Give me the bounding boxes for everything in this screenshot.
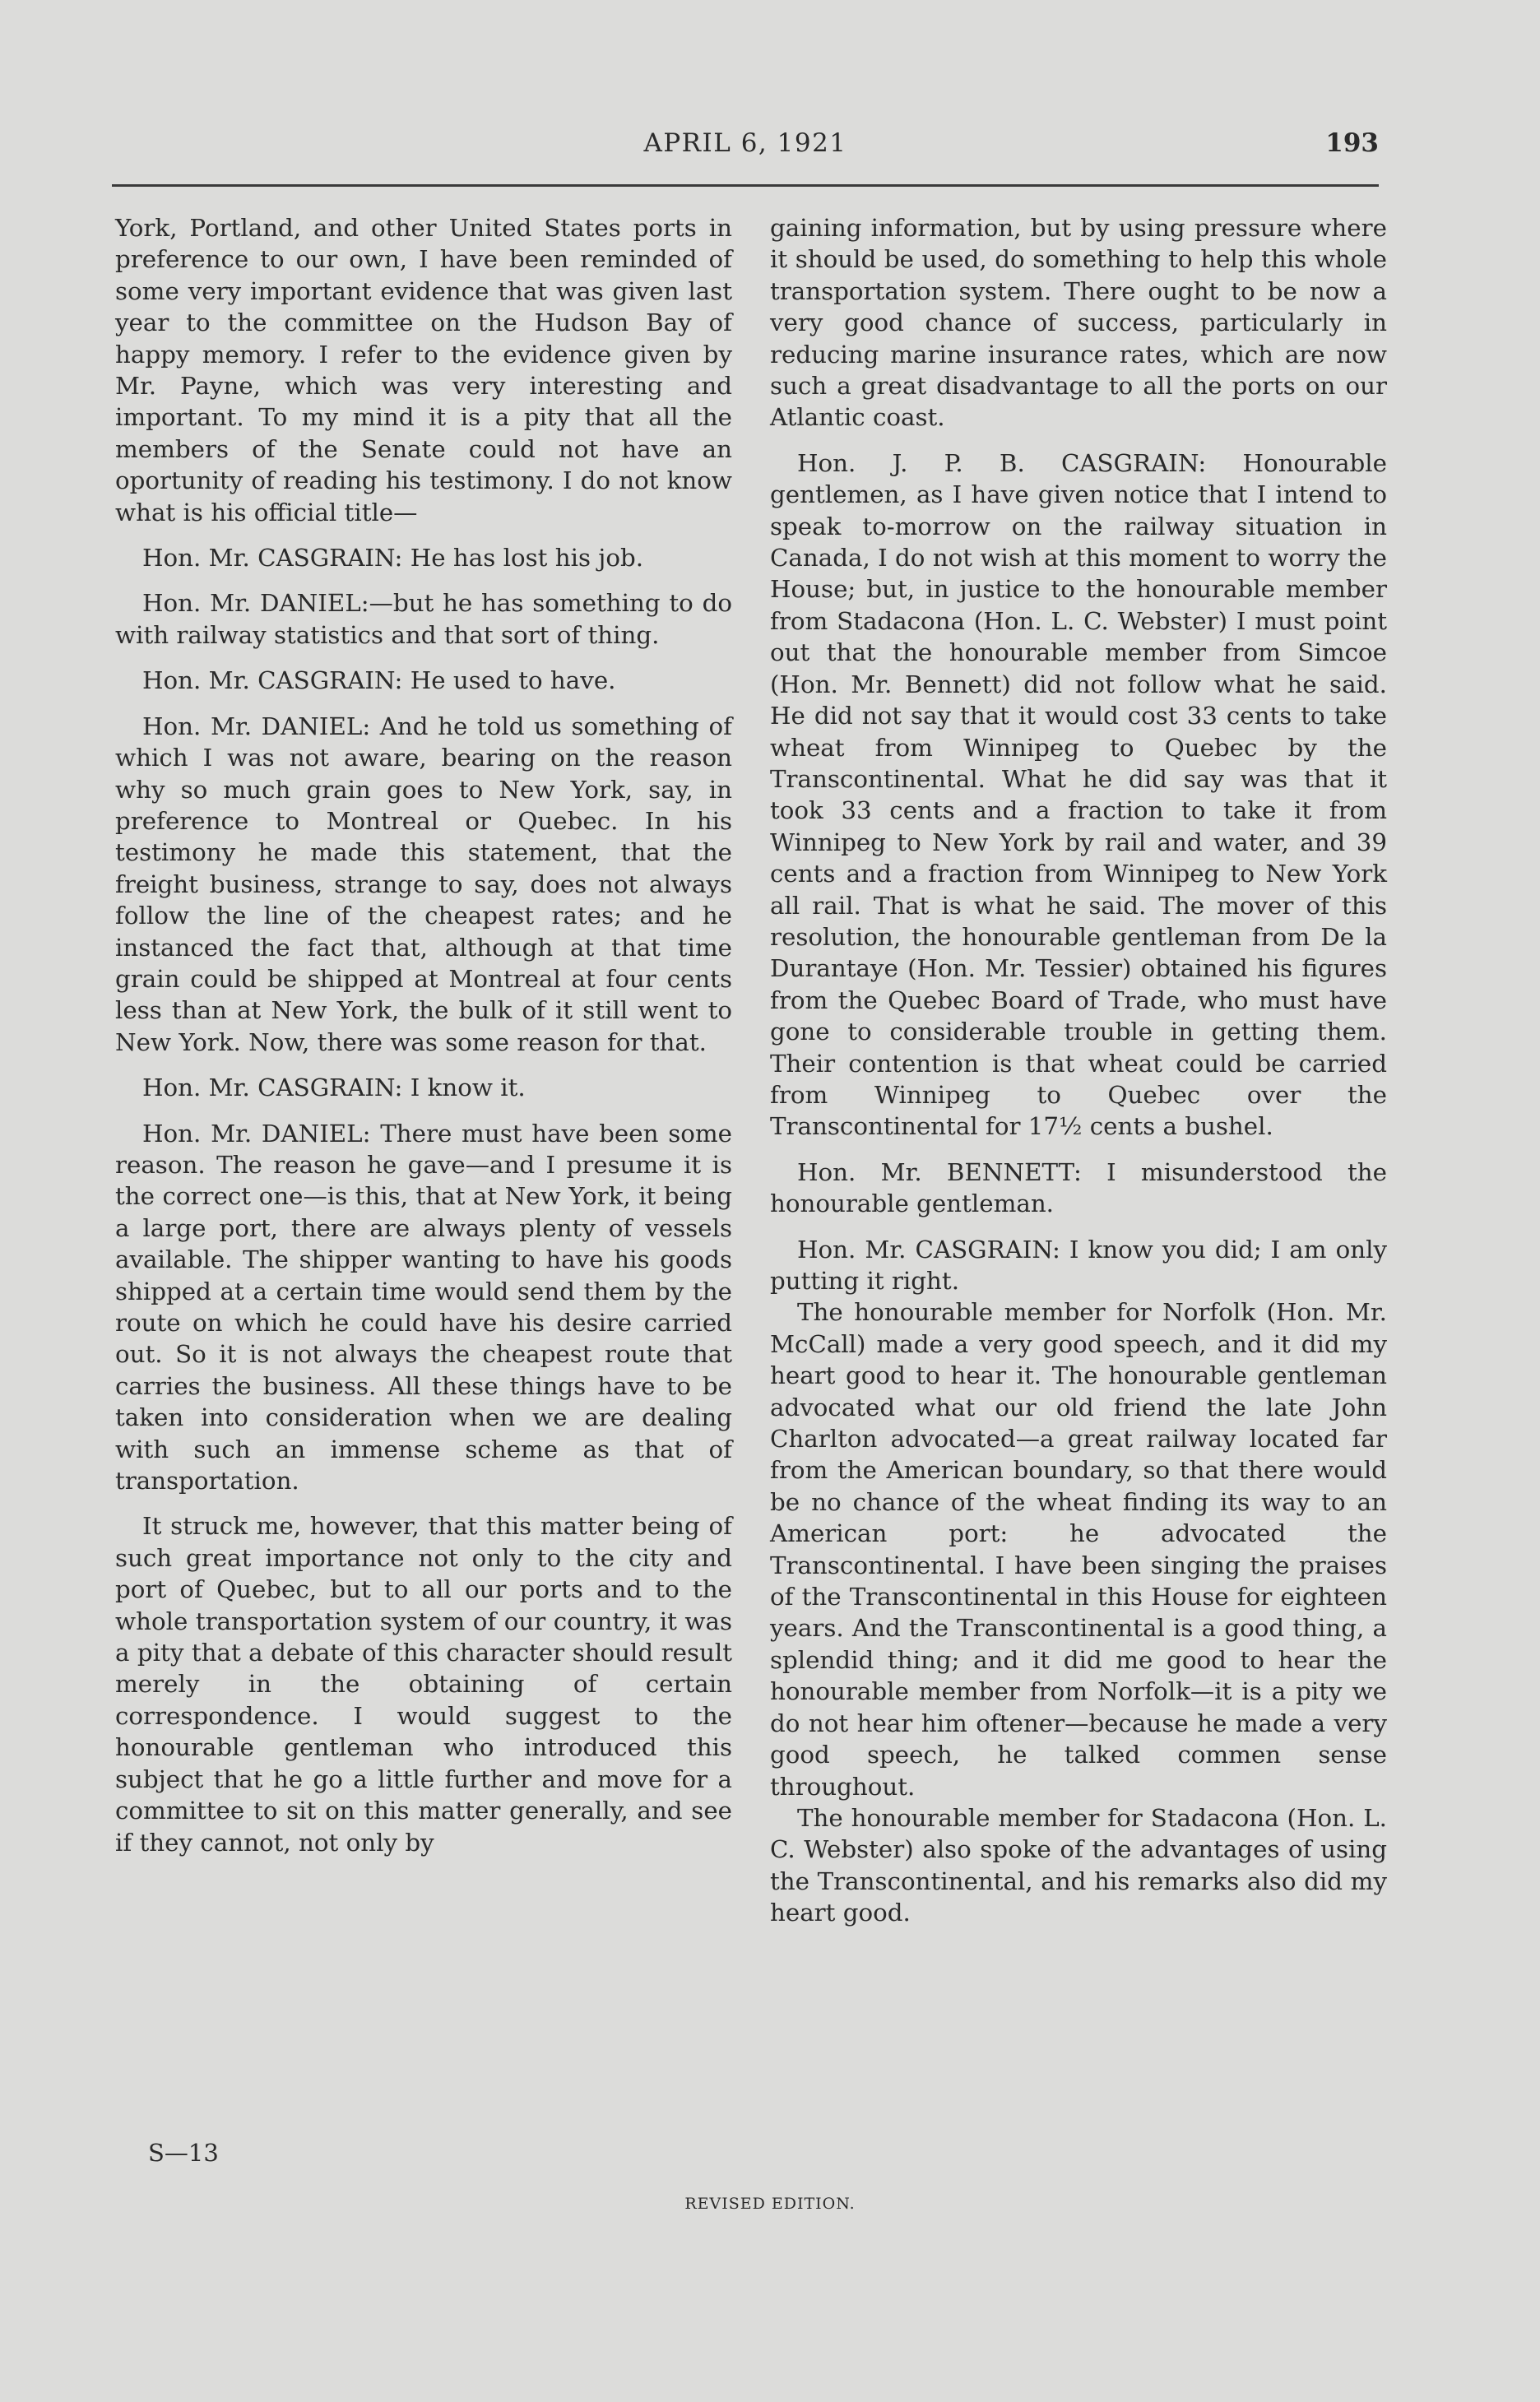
footer-note: REVISED EDITION.	[684, 2195, 856, 2213]
paragraph: York, Portland, and other United States ports in preference to our own, I have been reminded of some very important evidence that was given last year to the committee on the Hudson Bay of happy memory. I refer to the evidence given by Mr. Payne, which was very interesting and important. To my mind it is a pity that all the members of the Senate could not have an oportunity of reading his testimony. I do not know what is his official title—	[115, 214, 732, 526]
right-column	[770, 212, 1387, 1943]
paragraph: Hon. Mr. CASGRAIN: He has lost his job.	[142, 544, 644, 573]
header-rule	[112, 184, 1379, 187]
paragraph: Hon. Mr. DANIEL: And he told us something of which I was not aware, bearing on the reason why so much grain goes to New York, say, in preference to Montreal or Quebec. In his testimony he made this statement, that the freight business, strange to say, does not always follow the line of the cheapest rates; and he instanced the fact that, although at that time grain could be shipped at Montreal at four cents less than at New York, the bulk of it still went to New York. Now, there was some reason for that.	[115, 712, 732, 1056]
paragraph: The honourable member for Norfolk (Hon. Mr. McCall) made a very good speech, and it did my heart good to hear it. The honourable gentleman advocated what our old friend the late John Charlton advocated—a great railway located far from the American boundary, so that there would be no chance of the wheat finding its way to an American port: he advocated the Transcontinental. I have been singing the praises of the Transcontinental in this House for eighteen years. And the Transcontinental is a good thing, a splendid thing; and it did me good to hear the honourable member from Norfolk—it is a pity we do not hear him oftener—because he made a very good speech, he talked commen sense throughout.	[770, 1298, 1387, 1801]
paragraph: gaining information, but by using pressure where it should be used, do something to help this whole transportation system. There ought to be now a very good chance of success, particularly in reducing marine insurance rates, which are now such a great disadvantage to all the ports on our Atlantic coast.	[770, 214, 1387, 432]
left-column	[115, 212, 732, 1872]
paragraph: It struck me, however, that this matter being of such great importance not only to the city and port of Quebec, but to all our ports and to the whole transportation system of our country, it was a pity that a debate of this character should result merely in the obtaining of certain correspondence. I would suggest to the honourable gentleman who introduced this subject that he go a little further and move for a committee to sit on this matter generally, and see if they cannot, not only by	[115, 1512, 732, 1857]
paragraph: Hon. Mr. BENNETT: I misunderstood the honourable gentleman.	[770, 1157, 1387, 1218]
page-number: 193	[1325, 128, 1379, 158]
paragraph: Hon. J. P. B. CASGRAIN: Honourable gentlemen, as I have given notice that I intend to speak to-morrow on the railway situation in Canada, I do not wish at this moment to worry the House; but, in justice to the honourable member from Stadacona (Hon. L. C. Webster) I must point out that the honourable member from Simcoe (Hon. Mr. Bennett) did not follow what he said. He did not say that it would cost 33 cents to take wheat from Winnipeg to Quebec by the Transcontinental. What he did say was that it took 33 cents and a fraction to take it from Winnipeg to New York by rail and water, and 39 cents and a fraction from Winnipeg to New York all rail. That is what he said. The mover of this resolution, the honourable gentleman from De la Durantaye (Hon. Mr. Tessier) obtained his figures from the Quebec Board of Trade, who must have gone to considerable trouble in getting them. Their contention is that wheat could be carried from Winnipeg to Quebec over the Transcontinental for 17½ cents a bushel.	[770, 448, 1387, 1141]
running-header	[112, 128, 1379, 169]
paragraph: Hon. Mr. CASGRAIN: I know you did; I am only putting it right.	[770, 1235, 1387, 1295]
paragraph: Hon. Mr. DANIEL: There must have been some reason. The reason he gave—and I presume it is the correct one—is this, that at New York, it being a large port, there are always plenty of vessels available. The shipper wanting to have his goods shipped at a certain time would send them by the route on which he could have his desire carried out. So it is not always the cheapest route that carries the business. All these things have to be taken into consideration when we are dealing with such an immense scheme as that of transportation.	[115, 1119, 732, 1495]
paragraph: Hon. Mr. CASGRAIN: He used to have.	[142, 666, 616, 695]
header-date: APRIL 6, 1921	[643, 128, 847, 158]
paragraph: Hon. Mr. DANIEL:—but he has something to do with railway statistics and that sort of thing.	[115, 589, 732, 649]
paragraph: Hon. Mr. CASGRAIN: I know it.	[142, 1073, 526, 1102]
paragraph: The honourable member for Stadacona (Hon. L. C. Webster) also spoke of the advantages of using the Transcontinental, and his remarks also did my heart good.	[770, 1803, 1387, 1927]
signature-mark: S—13	[148, 2139, 219, 2167]
